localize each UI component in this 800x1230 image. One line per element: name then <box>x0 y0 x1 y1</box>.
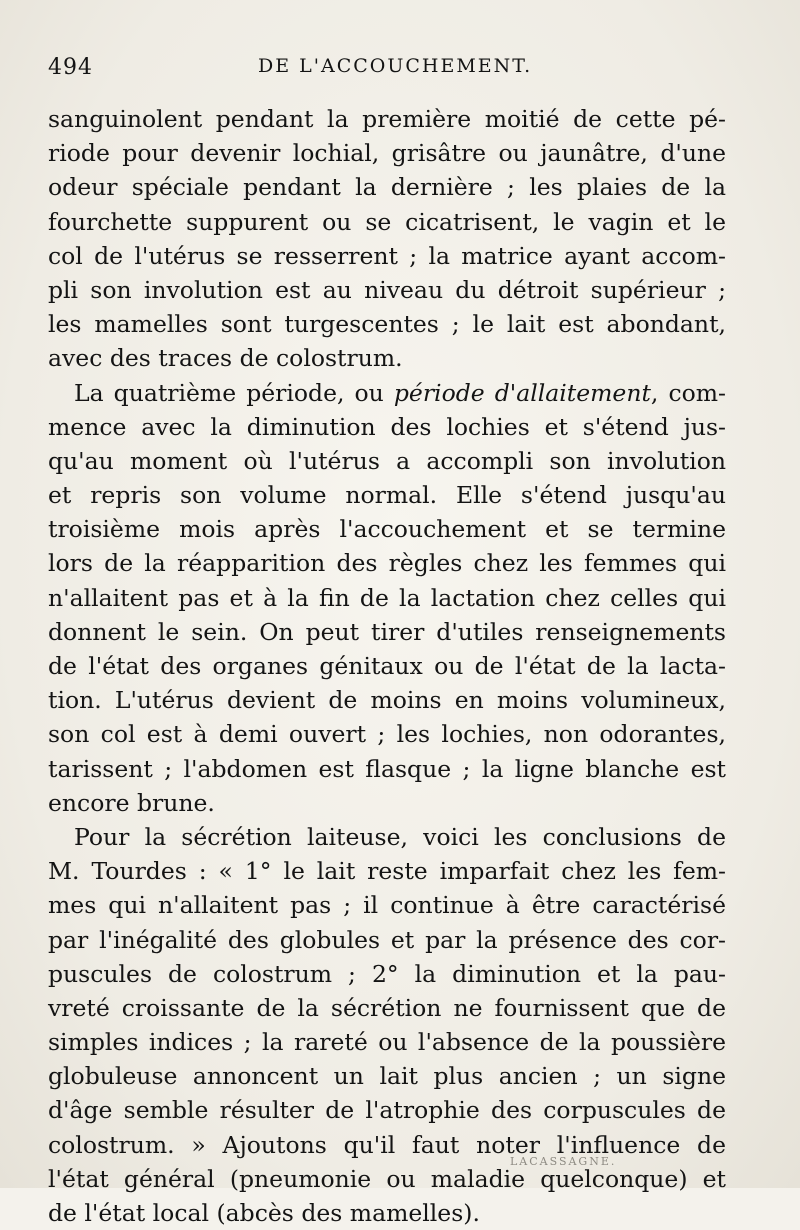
text-line: les mamelles sont turgescentes ; le lait est abondant, <box>48 310 726 339</box>
text-line: mence avec la diminution des lochies et s'étend jus- <box>48 412 726 441</box>
text-line: pli son involution est au niveau du détroit supérieur ; <box>48 275 726 304</box>
text-line: avec des traces de colostrum. <box>48 344 403 373</box>
text-line: et repris son volume normal. Elle s'étend jusqu'au <box>48 481 726 510</box>
text-line: sanguinolent pendant la première moitié de cette pé- <box>48 105 726 133</box>
text-line: odeur spéciale pendant la dernière ; les plaies de la <box>48 173 726 202</box>
text-line: fourchette suppurent ou se cicatrisent, le vagin et le <box>48 207 726 236</box>
text-line: qu'au moment où l'utérus a accompli son involution <box>48 446 726 475</box>
text-line: tion. L'utérus devient de moins en moins volumineux, <box>48 686 726 715</box>
text-line: riode pour devenir lochial, grisâtre ou jaunâtre, d'une <box>48 139 726 168</box>
text-line: simples indices ; la rareté ou l'absence de la poussière <box>48 1028 726 1057</box>
text-line: puscules de colostrum ; 2° la diminution et la pau- <box>48 959 726 988</box>
text-line: globuleuse annoncent un lait plus ancien ; un signe <box>48 1062 726 1091</box>
text-line: mes qui n'allaitent pas ; il continue à être caractérisé <box>48 891 726 920</box>
text-line: son col est à demi ouvert ; les lochies, non odorantes, <box>48 720 726 749</box>
text-line: vreté croissante de la sécrétion ne fournissent que de <box>48 993 726 1022</box>
page-number: 494 <box>48 55 93 80</box>
text-line: l'état général (pneumonie ou maladie quelconque) et <box>48 1164 726 1193</box>
page-header <box>48 55 730 95</box>
text-line: colostrum. » Ajoutons qu'il faut noter l'influence de <box>48 1130 726 1159</box>
text-line: col de l'utérus se resserrent ; la matrice ayant accom- <box>48 241 726 270</box>
running-head: DE L'ACCOUCHEMENT. <box>258 55 533 77</box>
emphasis-text: période d'allaitement <box>393 378 651 407</box>
text-line: troisième mois après l'accouchement et se termine <box>48 515 726 544</box>
text-line: de l'état des organes génitaux ou de l'état de la lacta- <box>48 652 726 680</box>
text-line: M. Tourdes : « 1° le lait reste imparfait chez les fem- <box>48 857 726 886</box>
body-text <box>48 102 726 1230</box>
signature-mark: LACASSAGNE. <box>510 1155 617 1168</box>
text-line: d'âge semble résulter de l'atrophie des corpuscules de <box>48 1096 726 1125</box>
paragraph-start-line: La quatrième période, ou période d'allaitement, com- <box>74 378 726 407</box>
text-line: encore brune. <box>48 788 215 817</box>
text-line: lors de la réapparition des règles chez les femmes qui <box>48 549 726 578</box>
text-line: donnent le sein. On peut tirer d'utiles renseignements <box>48 617 726 646</box>
text-line: de l'état local (abcès des mamelles). <box>48 1199 480 1227</box>
text-line: par l'inégalité des globules et par la présence des cor- <box>48 925 726 954</box>
paragraph-start-line: Pour la sécrétion laiteuse, voici les conclusions de <box>74 822 726 851</box>
text-line: tarissent ; l'abdomen est flasque ; la ligne blanche est <box>48 754 726 783</box>
text-line: n'allaitent pas et à la fin de la lactation chez celles qui <box>48 583 726 612</box>
